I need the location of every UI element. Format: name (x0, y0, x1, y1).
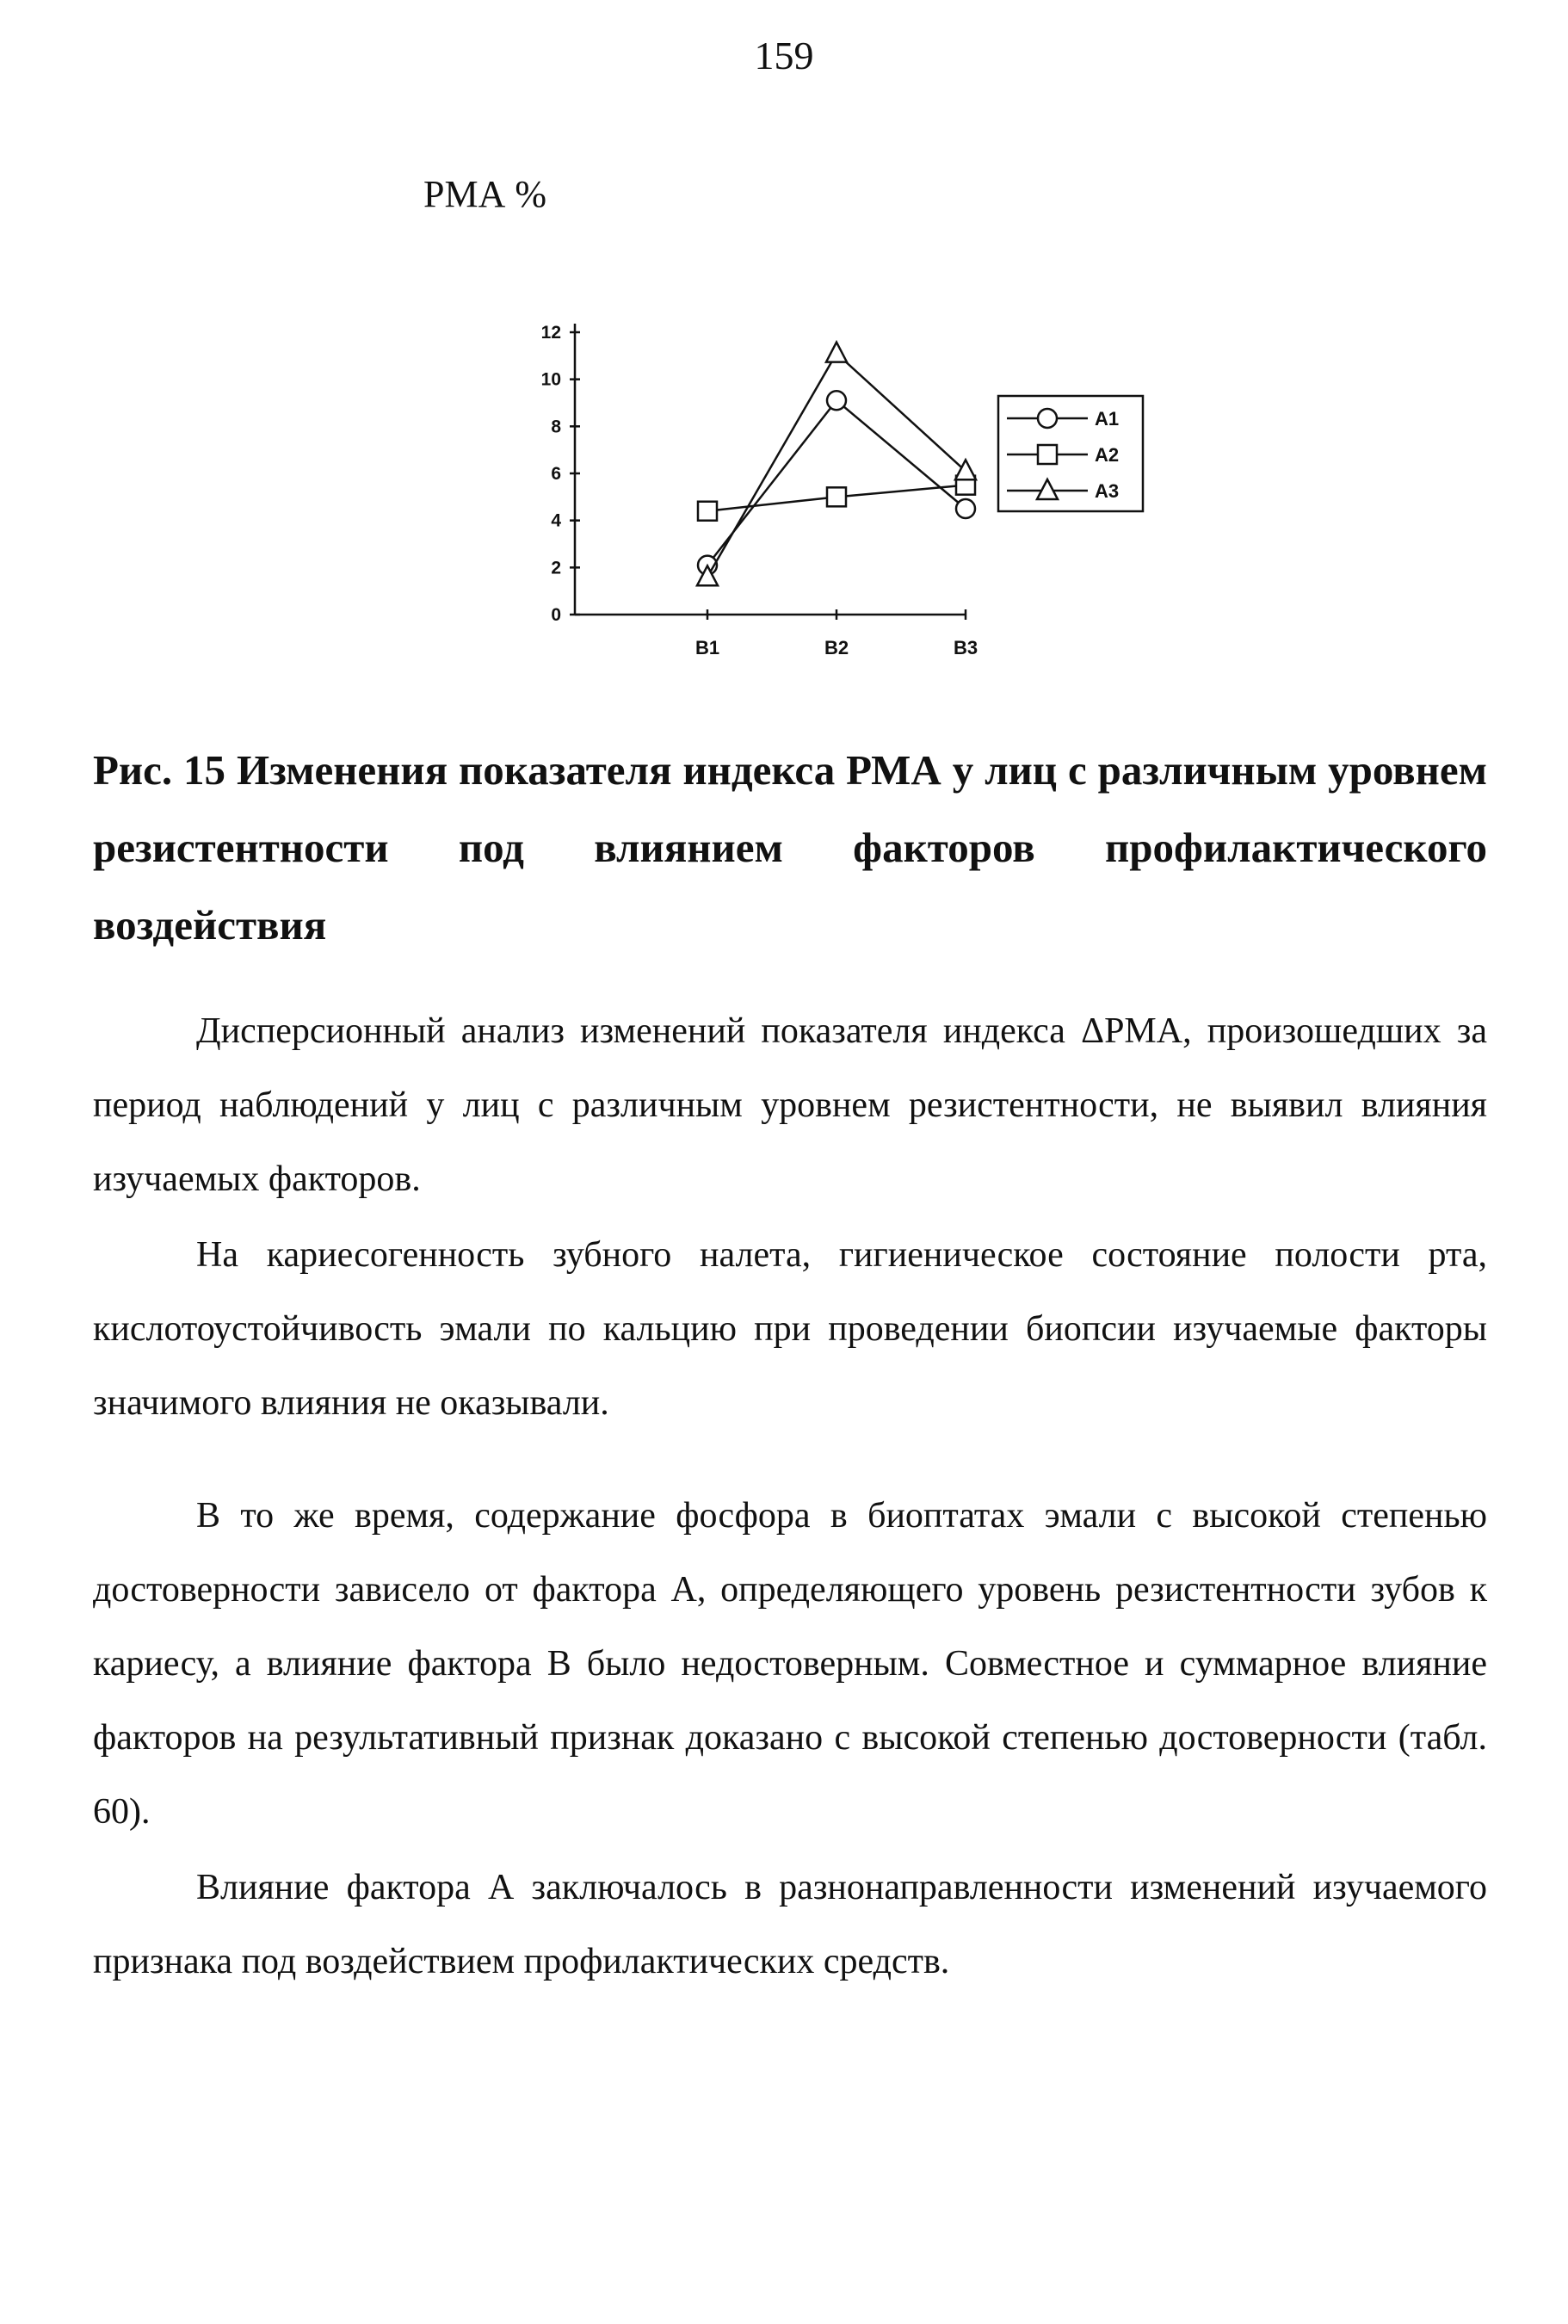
y-tick-label: 4 (551, 510, 561, 531)
series-line-a3 (707, 354, 966, 578)
y-tick-label: 10 (540, 369, 561, 390)
legend-marker-a1 (1038, 409, 1057, 428)
data-point-a2-b1 (698, 502, 717, 521)
paragraph-2: На кариесогенность зубного налета, гигиеническое состояние полости рта, кислотоустойчивость эмали по кальцию при проведении биопсии изучаемые факторы значимого влияния не оказывали. (93, 1235, 1487, 1423)
data-point-a1-b2 (827, 391, 846, 410)
paragraph-1: Дисперсионный анализ изменений показателя индекса ΔРМА, произошедших за период наблюдений у лиц с различным уровнем резистентности, не выявил влияния изучаемых факторов. (93, 1011, 1487, 1199)
paragraph-3: В то же время, содержание фосфора в биоптатах эмали с высокой степенью достоверности зависело от фактора А, определяющего уровень резистентности зубов к кариесу, а влияние фактора В было недостоверным. Совместное и суммарное влияние факторов на результативный признак доказано с высокой степенью достоверности (табл. 60). (93, 1496, 1487, 1832)
x-tick-label: B1 (694, 637, 720, 658)
chart-y-axis-label: РМА % (423, 173, 547, 215)
line-chart (482, 258, 1153, 689)
data-point-a3-b2 (826, 343, 847, 362)
x-tick-label: B2 (824, 637, 849, 658)
y-tick-label: 12 (540, 323, 561, 343)
page-number: 159 (754, 34, 814, 77)
y-tick-label: 6 (551, 464, 561, 484)
data-point-a3-b3 (955, 460, 976, 479)
series-line-a1 (707, 400, 966, 565)
legend-label-a2: A2 (1095, 444, 1120, 466)
y-tick-label: 8 (551, 417, 561, 437)
figure-caption: Рис. 15 Изменения показателя индекса РМА у лиц с различным уровнем резистентности под влиянием факторов профилактического воздействия (93, 746, 1487, 949)
data-point-a1-b3 (956, 499, 975, 518)
legend-label-a3: A3 (1095, 480, 1120, 502)
paragraph-4: Влияние фактора А заключалось в разнонаправленности изменений изучаемого признака под воздействием профилактических средств. (93, 1868, 1487, 1981)
y-tick-label: 0 (551, 605, 561, 625)
legend-label-a1: A1 (1095, 408, 1120, 430)
data-point-a2-b2 (827, 487, 846, 506)
x-tick-label: B3 (953, 637, 978, 658)
y-tick-label: 2 (551, 558, 561, 578)
legend-marker-a2 (1038, 445, 1057, 464)
